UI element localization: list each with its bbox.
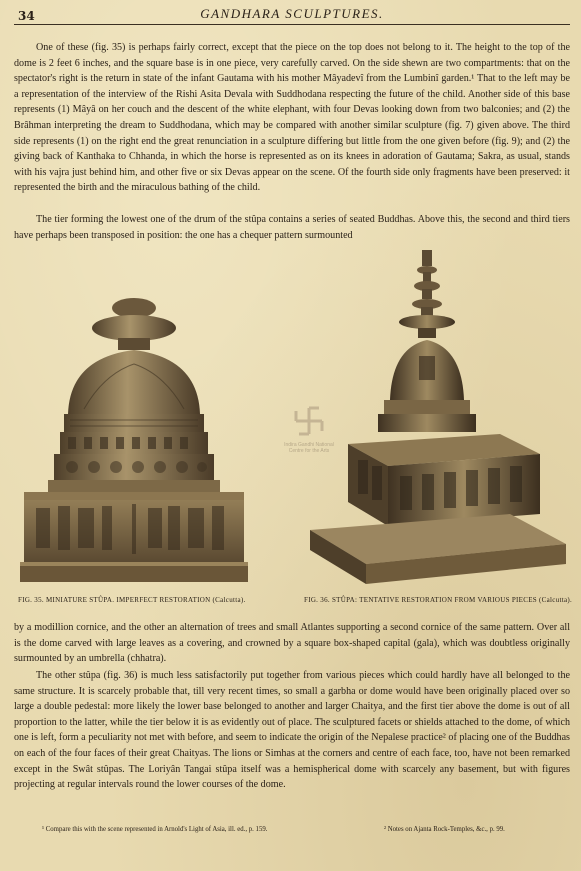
fig35-miniature-stupa-image xyxy=(14,294,254,590)
paragraph-2: The tier forming the lowest one of the drum of the stûpa contains a series of seated Buddhas. Above this, the second and third tiers have perhaps been transposed in position: the one has a chequer pattern surmounted xyxy=(14,214,570,241)
stamp-line-1: Indira Gandhi National xyxy=(284,442,334,448)
paragraph-1: One of these (fig. 35) is perhaps fairly correct, except that the piece on the top does not belong to it. The height to the top of the dome is 2 feet 6 inches, and the square base is in one piece, very carefully carved. On the side shewn are two compartments: that on the spectator's right is the return in state of the infant Gautama with his mother Mâyadevî from the Lumbinî garden.¹ That to the left may be a representation of the interview of the Rishi Asita Devala with Suddhodana respecting the future of the child. Another side of this base represents (1) Mâyâ on her couch and the descent of the white elephant, with four Devas looking down from two balconies; and (2) the Brâhman interpreting the dream to Suddhodana, which may be compared with another similar sculpture (fig. 7) given above. The third side represents (1) on the right end the great renunciation in a sculpture differing but little from the one given before (fig. 9); and (2) the giving back of Kanthaka to Chhanda, in which the horse is represented as on its knees in adoration of Gautama; Sakra, as usual, stands with his vajra just behind him, and other five or six Devas appear on the scene. Of the fourth side only fragments have been preserved: it represented the birth and the miraculous bathing of the child. xyxy=(14,42,570,194)
figures-area xyxy=(14,244,573,610)
running-title: GANDHARA SCULPTURES. xyxy=(200,6,384,21)
fig36-tentative-stupa-image xyxy=(304,244,569,590)
footnote-2: ² Notes on Ajanta Rock-Temples, &c., p. 99. xyxy=(384,826,505,833)
header-rule xyxy=(14,24,570,25)
footnotes xyxy=(14,826,570,838)
fig36-caption: FIG. 36. STÛPA: TENTATIVE RESTORATION FROM VARIOUS PIECES (Calcutta). xyxy=(304,596,573,604)
footnote-1: ¹ Compare this with the scene represented in Arnold's Light of Asia, ill. ed., p. 159. xyxy=(42,826,268,833)
paragraph-4: The other stûpa (fig. 36) is much less satisfactorily put together from various pieces which could hardly have all belonged to the same structure. It is scarcely probable that, till very recent times, so small a garbha or dome would have been originally placed over so large a double pedestal: more likely the lower base belonged to another and larger Chaitya, and the first tier above the dome is out of all proportion to the latter, while the tier below it is as evidently out of place. The sculptured facets or shields attached to the dome, of which one is left, form a peculiarity not met with before, and seem to indicate the origin of the Nepalese practice² of placing one of the Buddhas on each of the four faces of their great Chaityas. The lions or Simhas at the corners and centre of each face, too, have not been remarked except in the Swât stûpas. The Loriyân Tangai stûpa itself was a hemispherical dome with scarcely any basement, but with figures projecting at regular intervals round the lower courses of the dome. xyxy=(14,670,570,791)
fig35-caption: FIG. 35. MINIATURE STÛPA. IMPERFECT RESTORATION (Calcutta). xyxy=(18,596,246,604)
page-number: 34 xyxy=(18,9,35,23)
paragraph-3: by a modillion cornice, and the other an alternation of trees and small Atlantes supporting a second cornice of the same pattern. Over all is the dome carved with large leaves as a covering, and crowned by a square box-shaped capital (gala), which was doubtless originally surmounted by an umbrella (chhatra). xyxy=(14,622,570,665)
page-header xyxy=(14,3,570,23)
stamp-line-2: Centre for the Arts xyxy=(288,448,330,454)
